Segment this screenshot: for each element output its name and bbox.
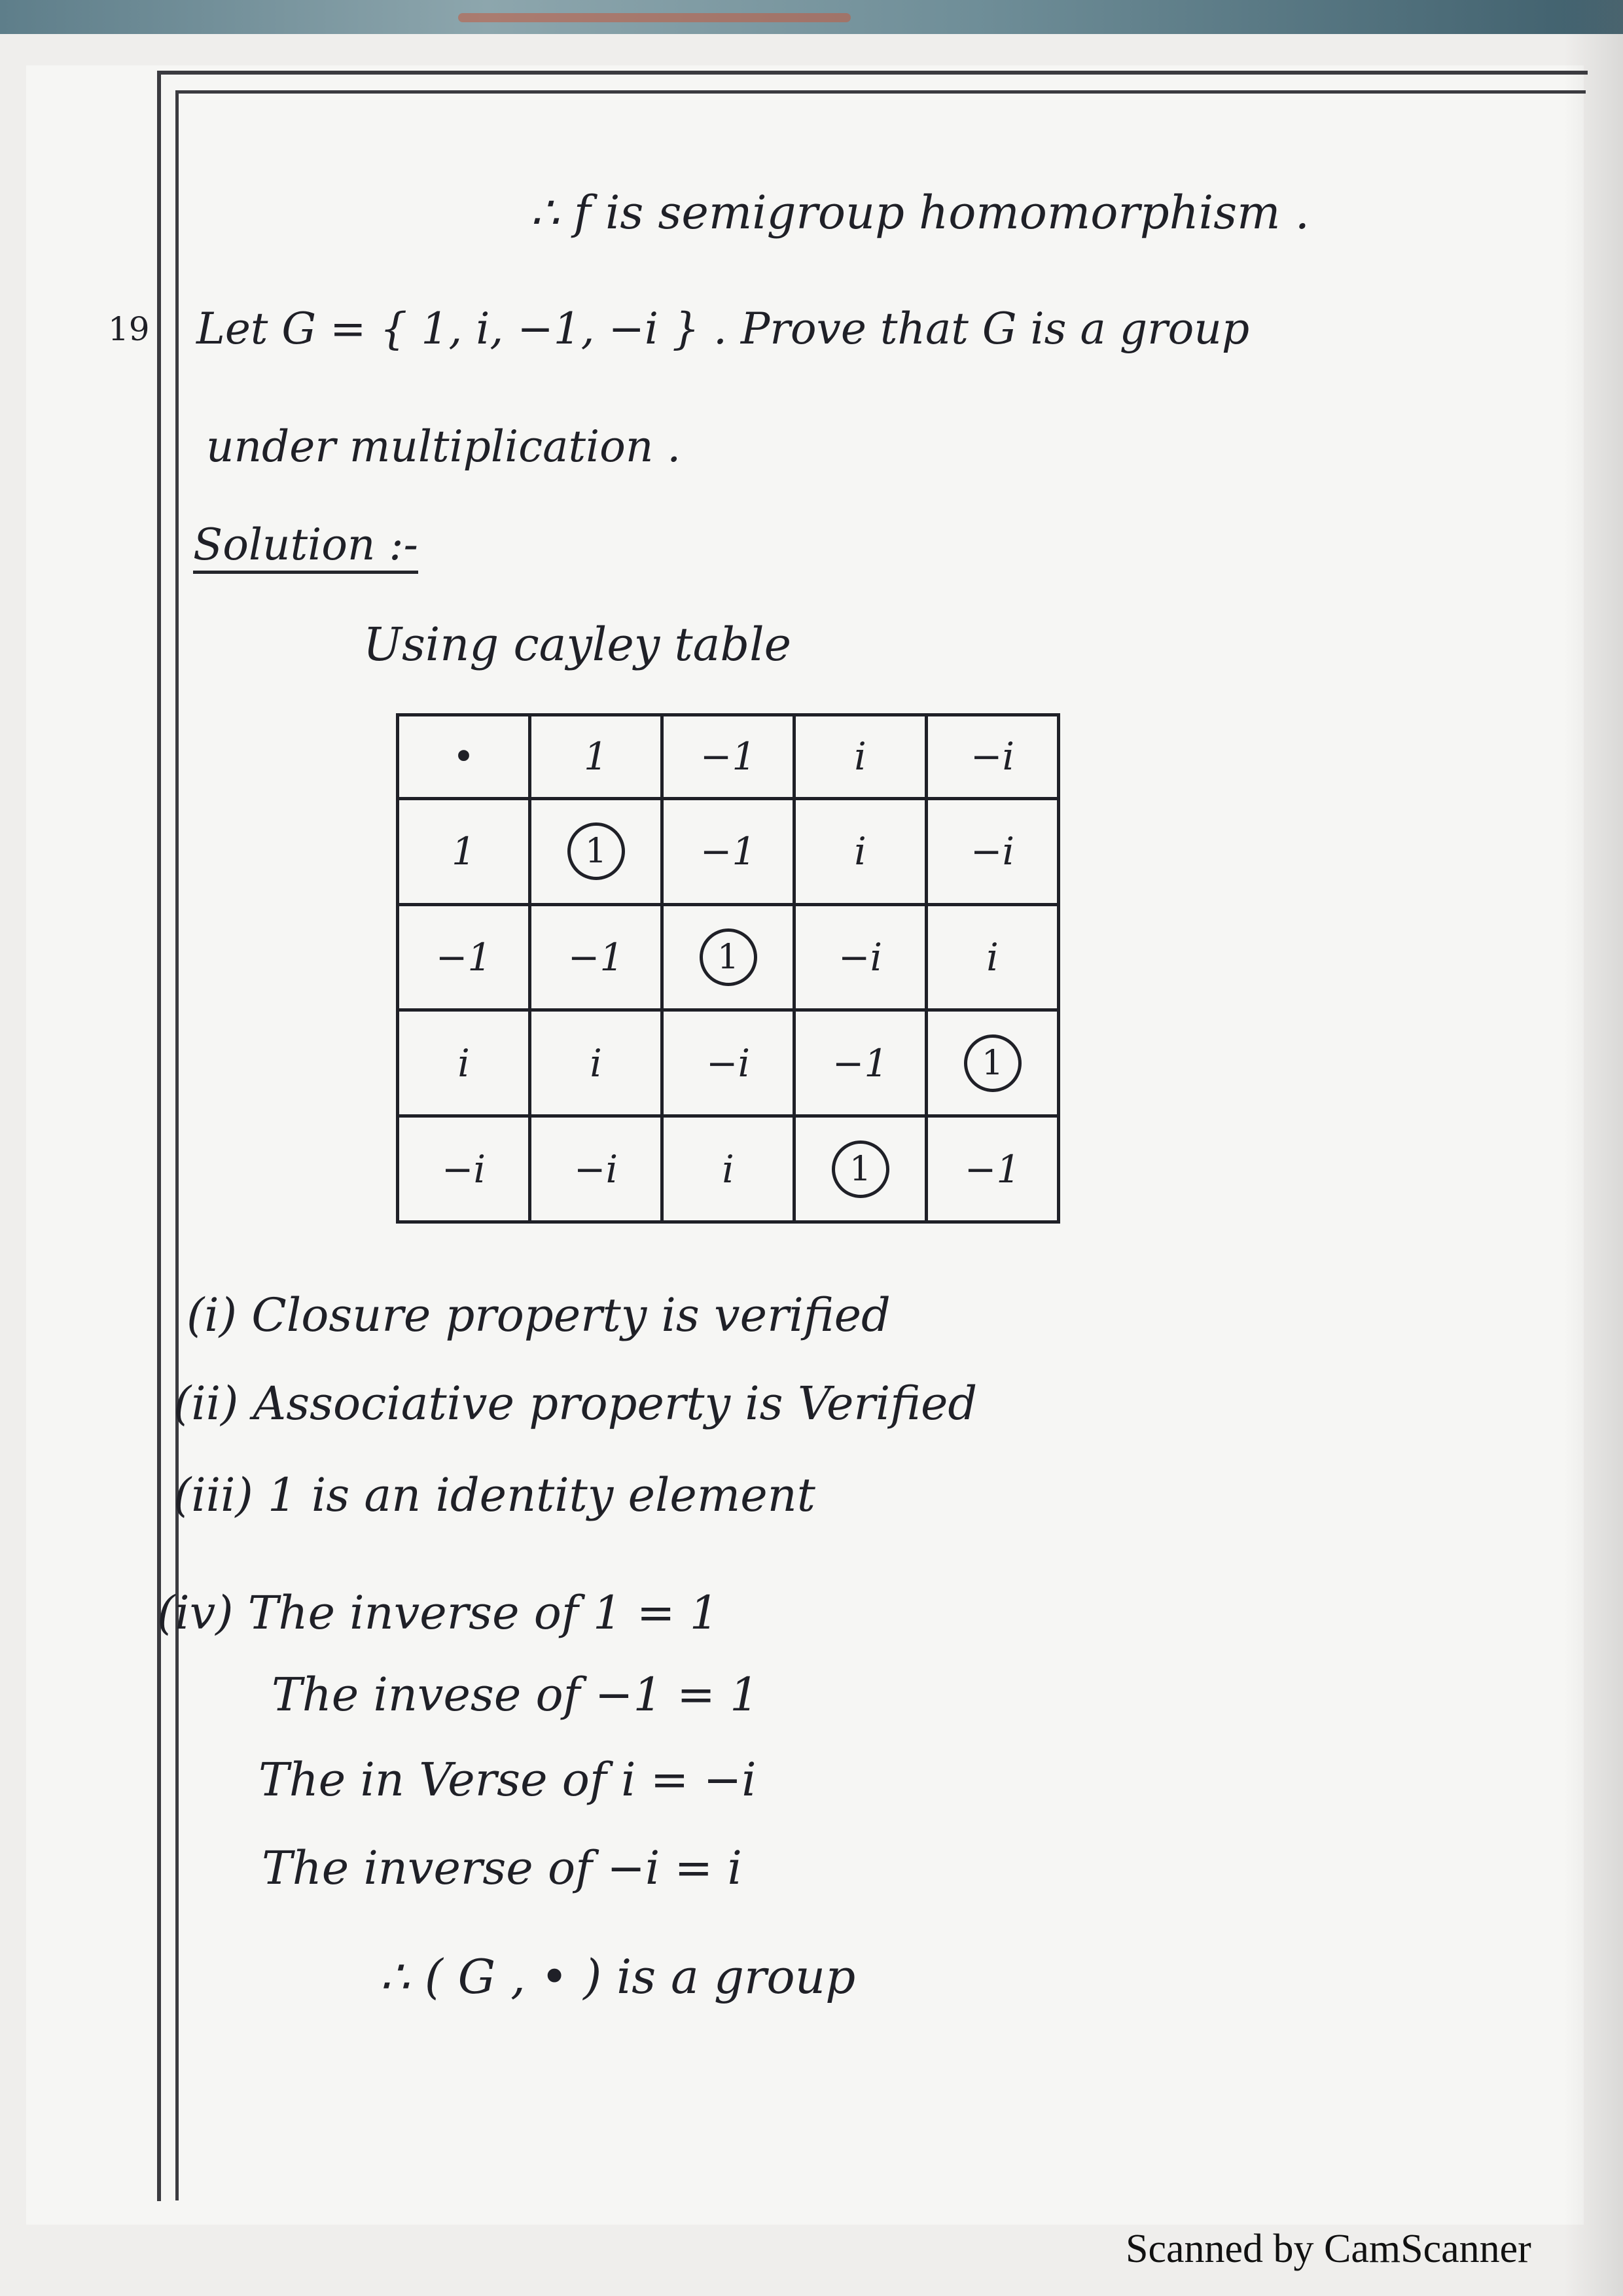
- table-cell: •: [398, 715, 530, 799]
- table-cell: −1: [662, 715, 794, 799]
- property-closure: (i) Closure property is verified: [187, 1288, 891, 1342]
- table-header-row: [398, 715, 1059, 799]
- conclusion: ∴ ( G , • ) is a group: [380, 1949, 856, 2004]
- table-cell: −i: [530, 1116, 662, 1222]
- table-cell: [662, 904, 794, 1010]
- table-cell: i: [662, 1116, 794, 1222]
- table-cell: −i: [794, 904, 927, 1010]
- scan-top-edge: [0, 0, 1623, 34]
- question-line-1: Let G = { 1, i, −1, −i } . Prove that G is a group: [196, 304, 1250, 354]
- table-cell: −1: [530, 904, 662, 1010]
- table-cell: −1: [662, 798, 794, 904]
- table-cell: −i: [927, 798, 1059, 904]
- property-associative: (ii) Associative property is Verified: [173, 1377, 978, 1430]
- cayley-intro: Using cayley table: [363, 618, 792, 671]
- inverse-line: The inverse of −i = i: [262, 1841, 742, 1895]
- question-line-2: under multiplication .: [206, 421, 681, 472]
- circled-identity: 1: [964, 1034, 1022, 1092]
- table-cell: i: [927, 904, 1059, 1010]
- table-row: [398, 1116, 1059, 1222]
- table-cell: −i: [927, 715, 1059, 799]
- table-cell: −1: [398, 904, 530, 1010]
- table-cell: i: [398, 1010, 530, 1116]
- table-cell: −i: [662, 1010, 794, 1116]
- table-cell: 1: [530, 715, 662, 799]
- circled-identity: 1: [567, 822, 625, 880]
- table-cell: −1: [927, 1116, 1059, 1222]
- inverse-line: The in Verse of i = −i: [259, 1753, 757, 1807]
- table-cell: [927, 1010, 1059, 1116]
- table-cell: −i: [398, 1116, 530, 1222]
- table-row: [398, 904, 1059, 1010]
- table-cell: 1: [398, 798, 530, 904]
- table-row: [398, 798, 1059, 904]
- property-inverse: (iv) The inverse of 1 = 1: [157, 1586, 719, 1640]
- circled-identity: 1: [700, 928, 757, 986]
- header-line: ∴ f is semigroup homomorphism .: [530, 186, 1310, 239]
- table-cell: [794, 1116, 927, 1222]
- table-cell: i: [794, 798, 927, 904]
- question-number: 19: [108, 310, 150, 348]
- table-cell: [530, 798, 662, 904]
- scanner-watermark: Scanned by CamScanner: [1126, 2227, 1531, 2271]
- solution-label: Solution :-: [193, 523, 418, 574]
- table-cell: i: [530, 1010, 662, 1116]
- property-identity: (iii) 1 is an identity element: [173, 1468, 815, 1522]
- cayley-table: [396, 713, 1060, 1224]
- table-row: [398, 1010, 1059, 1116]
- table-cell: −1: [794, 1010, 927, 1116]
- table-cell: i: [794, 715, 927, 799]
- circled-identity: 1: [832, 1140, 889, 1198]
- inverse-line: The invese of −1 = 1: [272, 1668, 759, 1722]
